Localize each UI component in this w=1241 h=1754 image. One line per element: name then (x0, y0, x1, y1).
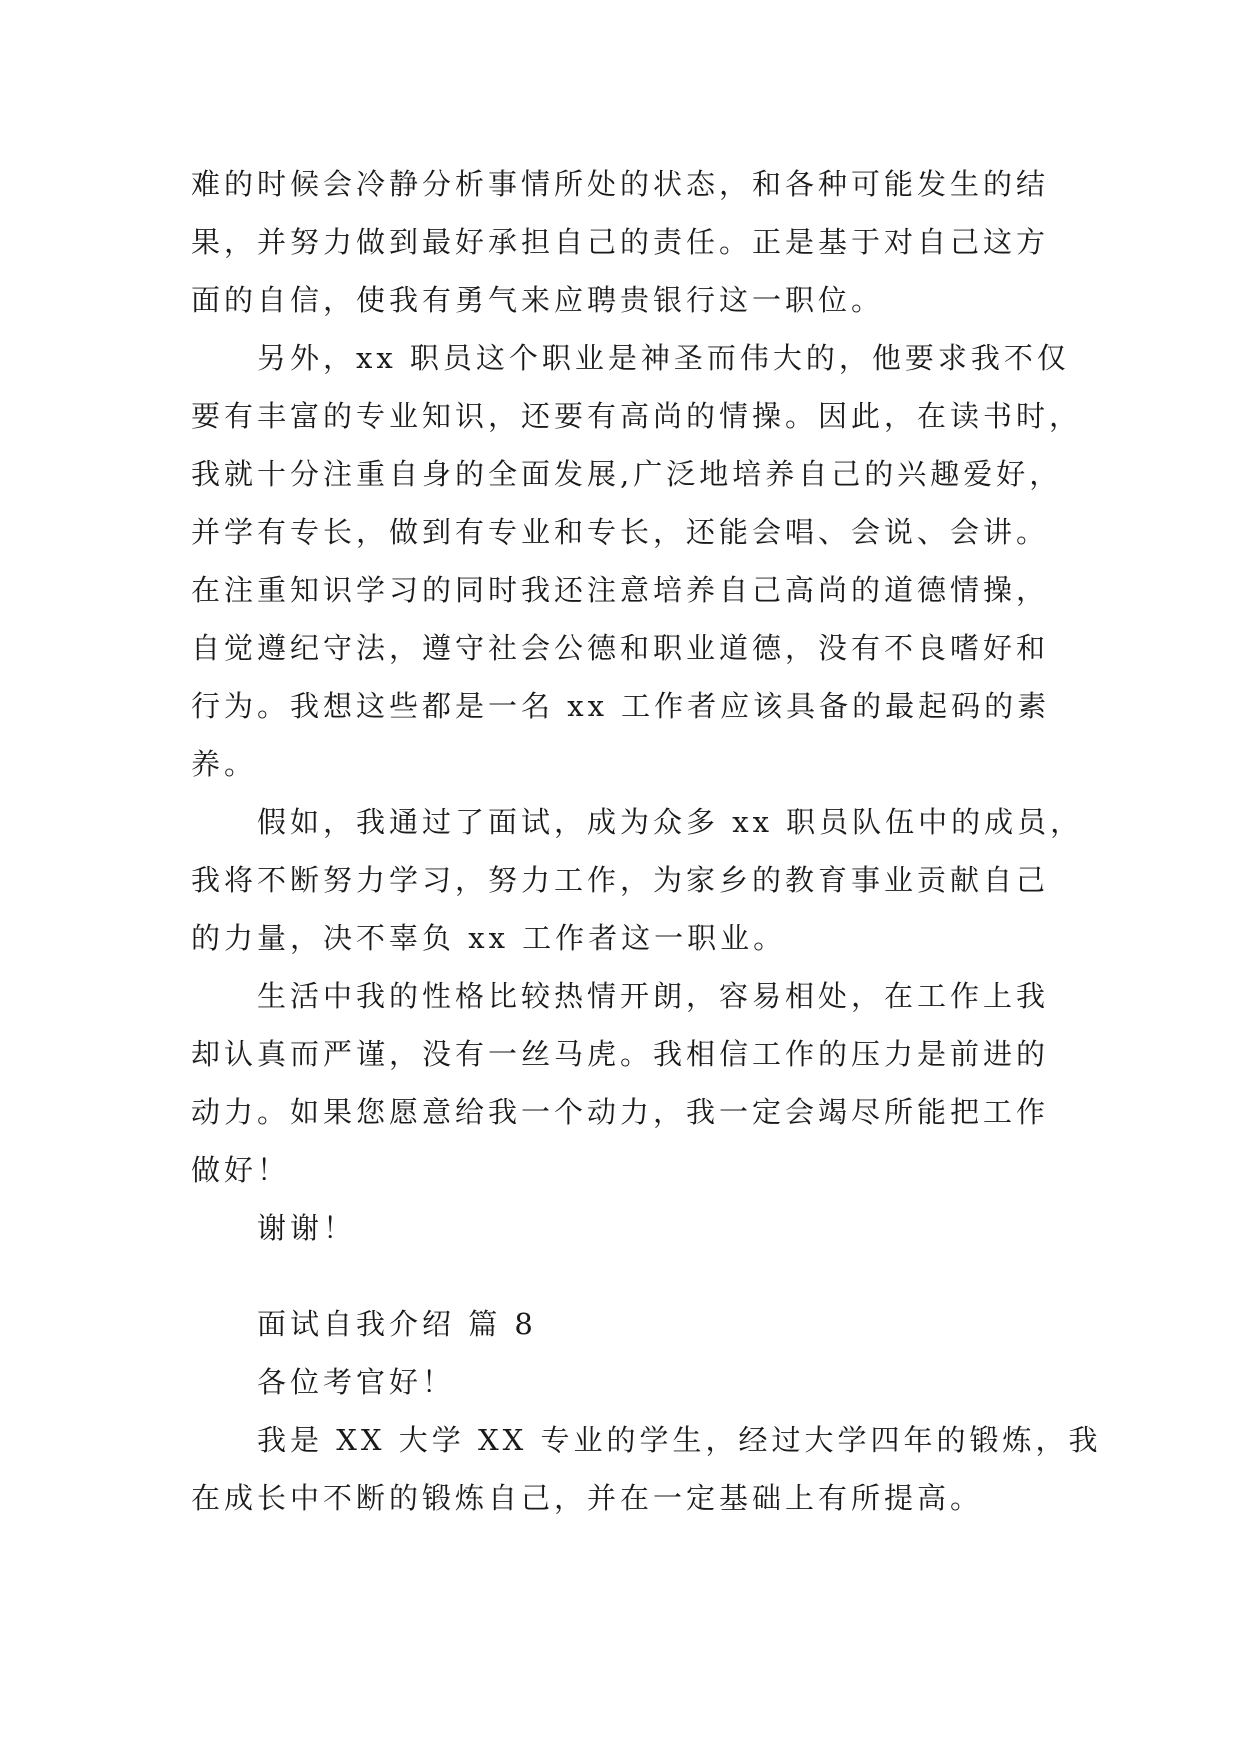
thanks-line: 谢谢！ (257, 1211, 357, 1245)
text-line: 我将不断努力学习，努力工作，为家乡的教育事业贡献自己 (191, 863, 1050, 897)
text-line: 行为。我想这些都是一名 xx 工作者应该具备的最起码的素 (191, 689, 1051, 723)
text-line: 假如，我通过了面试，成为众多 xx 职员队伍中的成员， (257, 805, 1084, 839)
text-line: 另外，xx 职员这个职业是神圣而伟大的，他要求我不仅 (257, 341, 1070, 375)
section-heading: 面试自我介绍 篇 8 (257, 1307, 537, 1341)
text-line: 自觉遵纪守法，遵守社会公德和职业道德，没有不良嗜好和 (191, 631, 1050, 665)
text-line: 难的时候会冷静分析事情所处的状态，和各种可能发生的结 (191, 167, 1050, 201)
text-line: 动力。如果您愿意给我一个动力，我一定会竭尽所能把工作 (191, 1095, 1050, 1129)
text-line: 并学有专长，做到有专业和专长，还能会唱、会说、会讲。 (191, 515, 1050, 549)
greeting-line: 各位考官好！ (257, 1365, 456, 1399)
text-line: 养。 (191, 747, 258, 781)
text-line: 生活中我的性格比较热情开朗，容易相处，在工作上我 (257, 979, 1050, 1013)
text-line: 面的自信，使我有勇气来应聘贵银行这一职位。 (191, 283, 885, 317)
text-line: 要有丰富的专业知识，还要有高尚的情操。因此，在读书时， (191, 399, 1083, 433)
text-line: 在注重知识学习的同时我还注意培养自己高尚的道德情操， (191, 573, 1050, 607)
text-line: 果，并努力做到最好承担自己的责任。正是基于对自己这方 (191, 225, 1050, 259)
text-line: 在成长中不断的锻炼自己，并在一定基础上有所提高。 (191, 1481, 984, 1515)
text-line: 做好！ (191, 1153, 291, 1187)
text-line: 却认真而严谨，没有一丝马虎。我相信工作的压力是前进的 (191, 1037, 1050, 1071)
body-text (191, 155, 1102, 1527)
section-gap (191, 1257, 1051, 1295)
text-line: 我是 XX 大学 XX 专业的学生，经过大学四年的锻炼，我 (257, 1423, 1102, 1457)
text-line: 我就十分注重自身的全面发展,广泛地培养自己的兴趣爱好， (191, 457, 1063, 491)
text-line: 的力量，决不辜负 xx 工作者这一职业。 (191, 921, 787, 955)
